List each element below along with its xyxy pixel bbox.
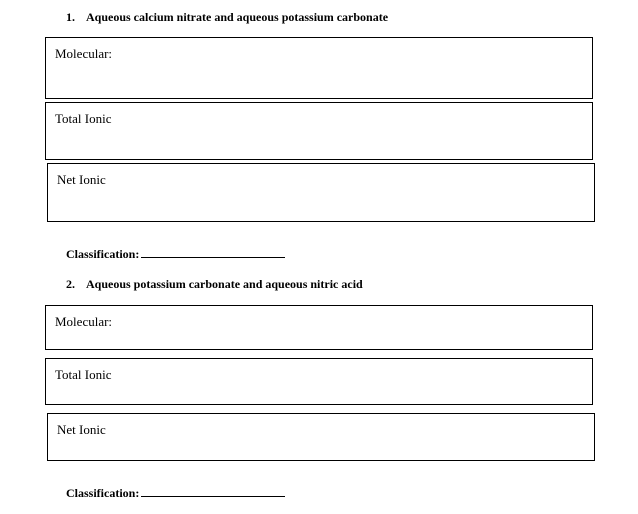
question-2-molecular-box[interactable] <box>45 305 593 350</box>
question-2-total-ionic-box[interactable] <box>45 358 593 405</box>
question-1-total-ionic-box[interactable] <box>45 102 593 160</box>
question-1-classification-blank[interactable] <box>141 247 285 258</box>
question-2-number: 2. <box>66 277 75 291</box>
question-2-molecular-label: Molecular: <box>55 314 113 329</box>
question-1-net-ionic-box[interactable] <box>47 163 595 222</box>
question-1-heading <box>66 10 388 25</box>
question-2-heading <box>66 277 363 292</box>
question-1-number: 1. <box>66 10 75 24</box>
question-2-net-ionic-box[interactable] <box>47 413 595 461</box>
question-1-classification <box>66 247 285 262</box>
question-2-net-ionic-label: Net Ionic <box>57 422 106 437</box>
question-2-classification-blank[interactable] <box>141 486 285 497</box>
question-1-molecular-box[interactable] <box>45 37 593 99</box>
question-2-classification-label: Classification: <box>66 486 140 500</box>
question-2-title: Aqueous potassium carbonate and aqueous nitric acid <box>86 277 363 291</box>
question-1-title: Aqueous calcium nitrate and aqueous potassium carbonate <box>86 10 389 24</box>
question-2-classification <box>66 486 285 501</box>
question-1-net-ionic-label: Net Ionic <box>57 172 106 187</box>
question-1-classification-label: Classification: <box>66 247 140 261</box>
question-1-molecular-label: Molecular: <box>55 46 113 61</box>
question-1-total-ionic-label: Total Ionic <box>55 111 112 126</box>
question-2-total-ionic-label: Total Ionic <box>55 367 112 382</box>
